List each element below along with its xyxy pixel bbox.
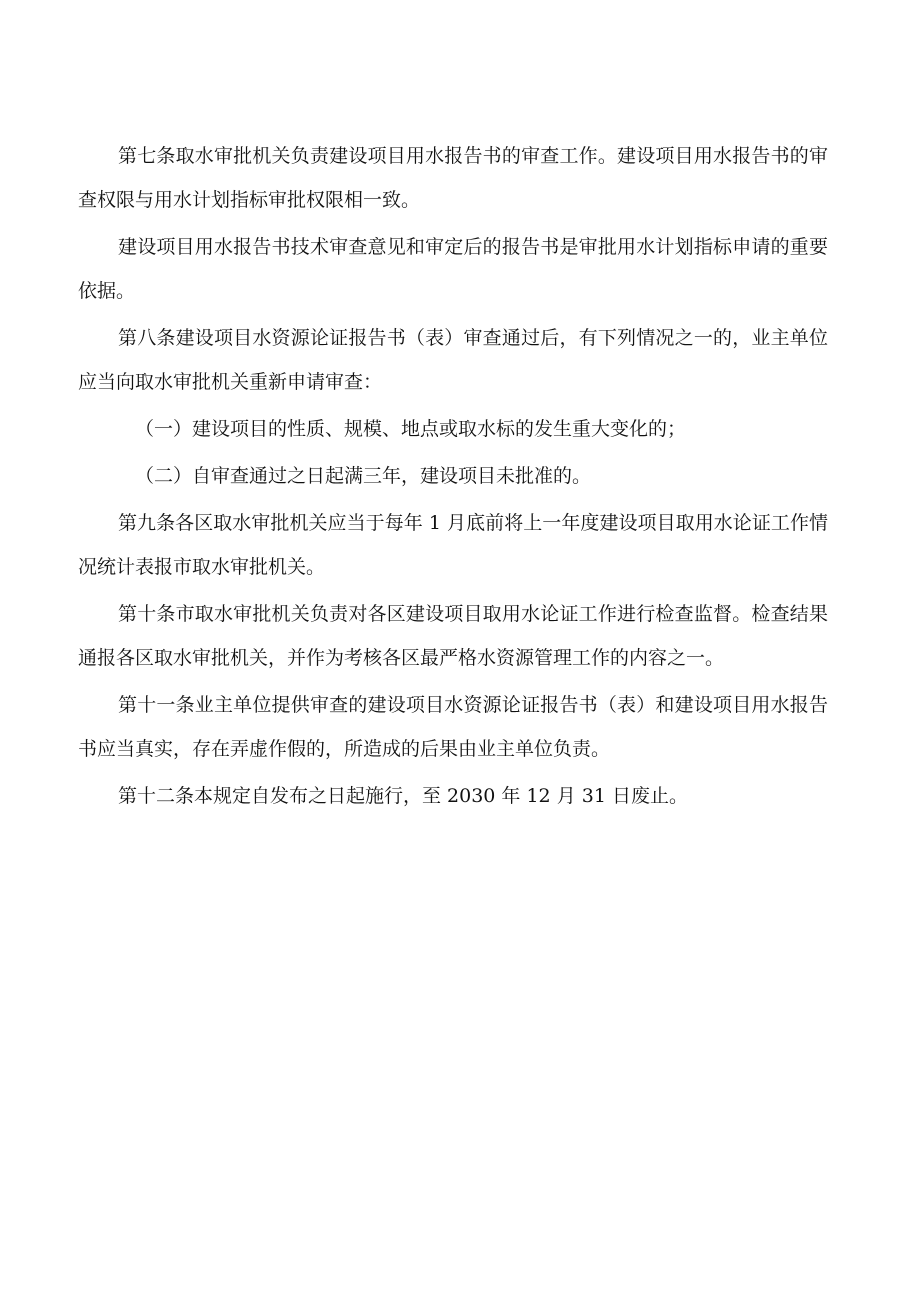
- article-10-paragraph: 第十条市取水审批机关负责对各区建设项目取用水论证工作进行检查监督。检查结果通报各区取水审批机关，并作为考核各区最严格水资源管理工作的内容之一。: [78, 603, 828, 669]
- article-9-paragraph: 第九条各区取水审批机关应当于每年 1 月底前将上一年度建设项目取用水论证工作情况统计表报市取水审批机关。: [78, 512, 828, 578]
- article-7-paragraph: 第七条取水审批机关负责建设项目用水报告书的审查工作。建设项目用水报告书的审查权限与用水计划指标审批权限相一致。: [78, 145, 828, 211]
- document-body: [78, 134, 828, 821]
- article-7-continuation-paragraph: 建设项目用水报告书技术审查意见和审定后的报告书是审批用水计划指标申请的重要依据。: [78, 236, 828, 302]
- article-12-paragraph: 第十二条本规定自发布之日起施行，至 2030 年 12 月 31 日废止。: [118, 785, 688, 807]
- article-8-paragraph: 第八条建设项目水资源论证报告书（表）审查通过后，有下列情况之一的，业主单位应当向取水审批机关重新申请审查：: [78, 327, 828, 393]
- article-11-paragraph: 第十一条业主单位提供审查的建设项目水资源论证报告书（表）和建设项目用水报告书应当真实，存在弄虚作假的，所造成的后果由业主单位负责。: [78, 694, 828, 760]
- article-8-item-1: （一）建设项目的性质、规模、地点或取水标的发生重大变化的；: [135, 418, 687, 440]
- article-8-item-2: （二）自审查通过之日起满三年，建设项目未批准的。: [135, 465, 592, 487]
